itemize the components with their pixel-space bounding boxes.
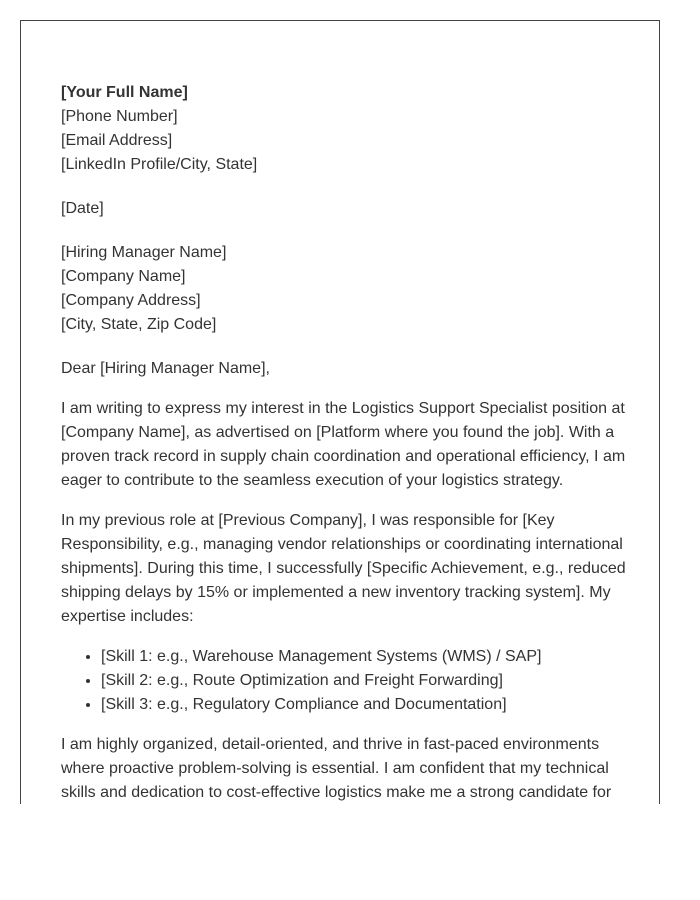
recipient-address: [Company Address] bbox=[61, 292, 201, 309]
paragraph-closing: I am highly organized, detail-oriented, and thrive in fast-paced environments where proactive problem-solving is essential. I am confident that my technical skills and dedication to cost-effective logistics make me a strong candidate for bbox=[61, 736, 612, 801]
recipient-manager: [Hiring Manager Name] bbox=[61, 244, 227, 261]
skills-list bbox=[61, 645, 631, 717]
greeting: Dear [Hiring Manager Name], bbox=[61, 360, 270, 377]
date-block bbox=[61, 197, 631, 221]
skill-item: • [Skill 1: e.g., Warehouse Management Systems (WMS) / SAP] bbox=[101, 645, 631, 669]
letter-content bbox=[61, 81, 631, 804]
skill-item: • [Skill 2: e.g., Route Optimization and Freight Forwarding] bbox=[101, 669, 631, 693]
skill-item: • [Skill 3: e.g., Regulatory Compliance and Documentation] bbox=[101, 693, 631, 717]
sender-name: [Your Full Name] bbox=[61, 84, 188, 101]
paragraph-intro: I am writing to express my interest in the Logistics Support Specialist position at [Company Name], as advertised on [Platform where you found the job]. With a proven track record in supply chain coordination and operational efficiency, I am eager to contribute to the seamless execution of your logistics strategy. bbox=[61, 400, 626, 489]
sender-linkedin: [LinkedIn Profile/City, State] bbox=[61, 156, 258, 173]
recipient-company: [Company Name] bbox=[61, 268, 186, 285]
letter-date: [Date] bbox=[61, 200, 104, 217]
recipient-city: [City, State, Zip Code] bbox=[61, 316, 217, 333]
sender-phone: [Phone Number] bbox=[61, 108, 178, 125]
letter-page bbox=[20, 20, 660, 804]
paragraph-experience: In my previous role at [Previous Company], I was responsible for [Key Responsibility, e.g., managing vendor relationships or coordinating international shipments]. During this time, I successfully [Specific Achievement, e.g., reduced shipping delays by 15% or implemented a new inventory tracking system]. My expertise includes: bbox=[61, 512, 626, 625]
sender-block bbox=[61, 81, 631, 177]
sender-email: [Email Address] bbox=[61, 132, 173, 149]
recipient-block bbox=[61, 241, 631, 337]
